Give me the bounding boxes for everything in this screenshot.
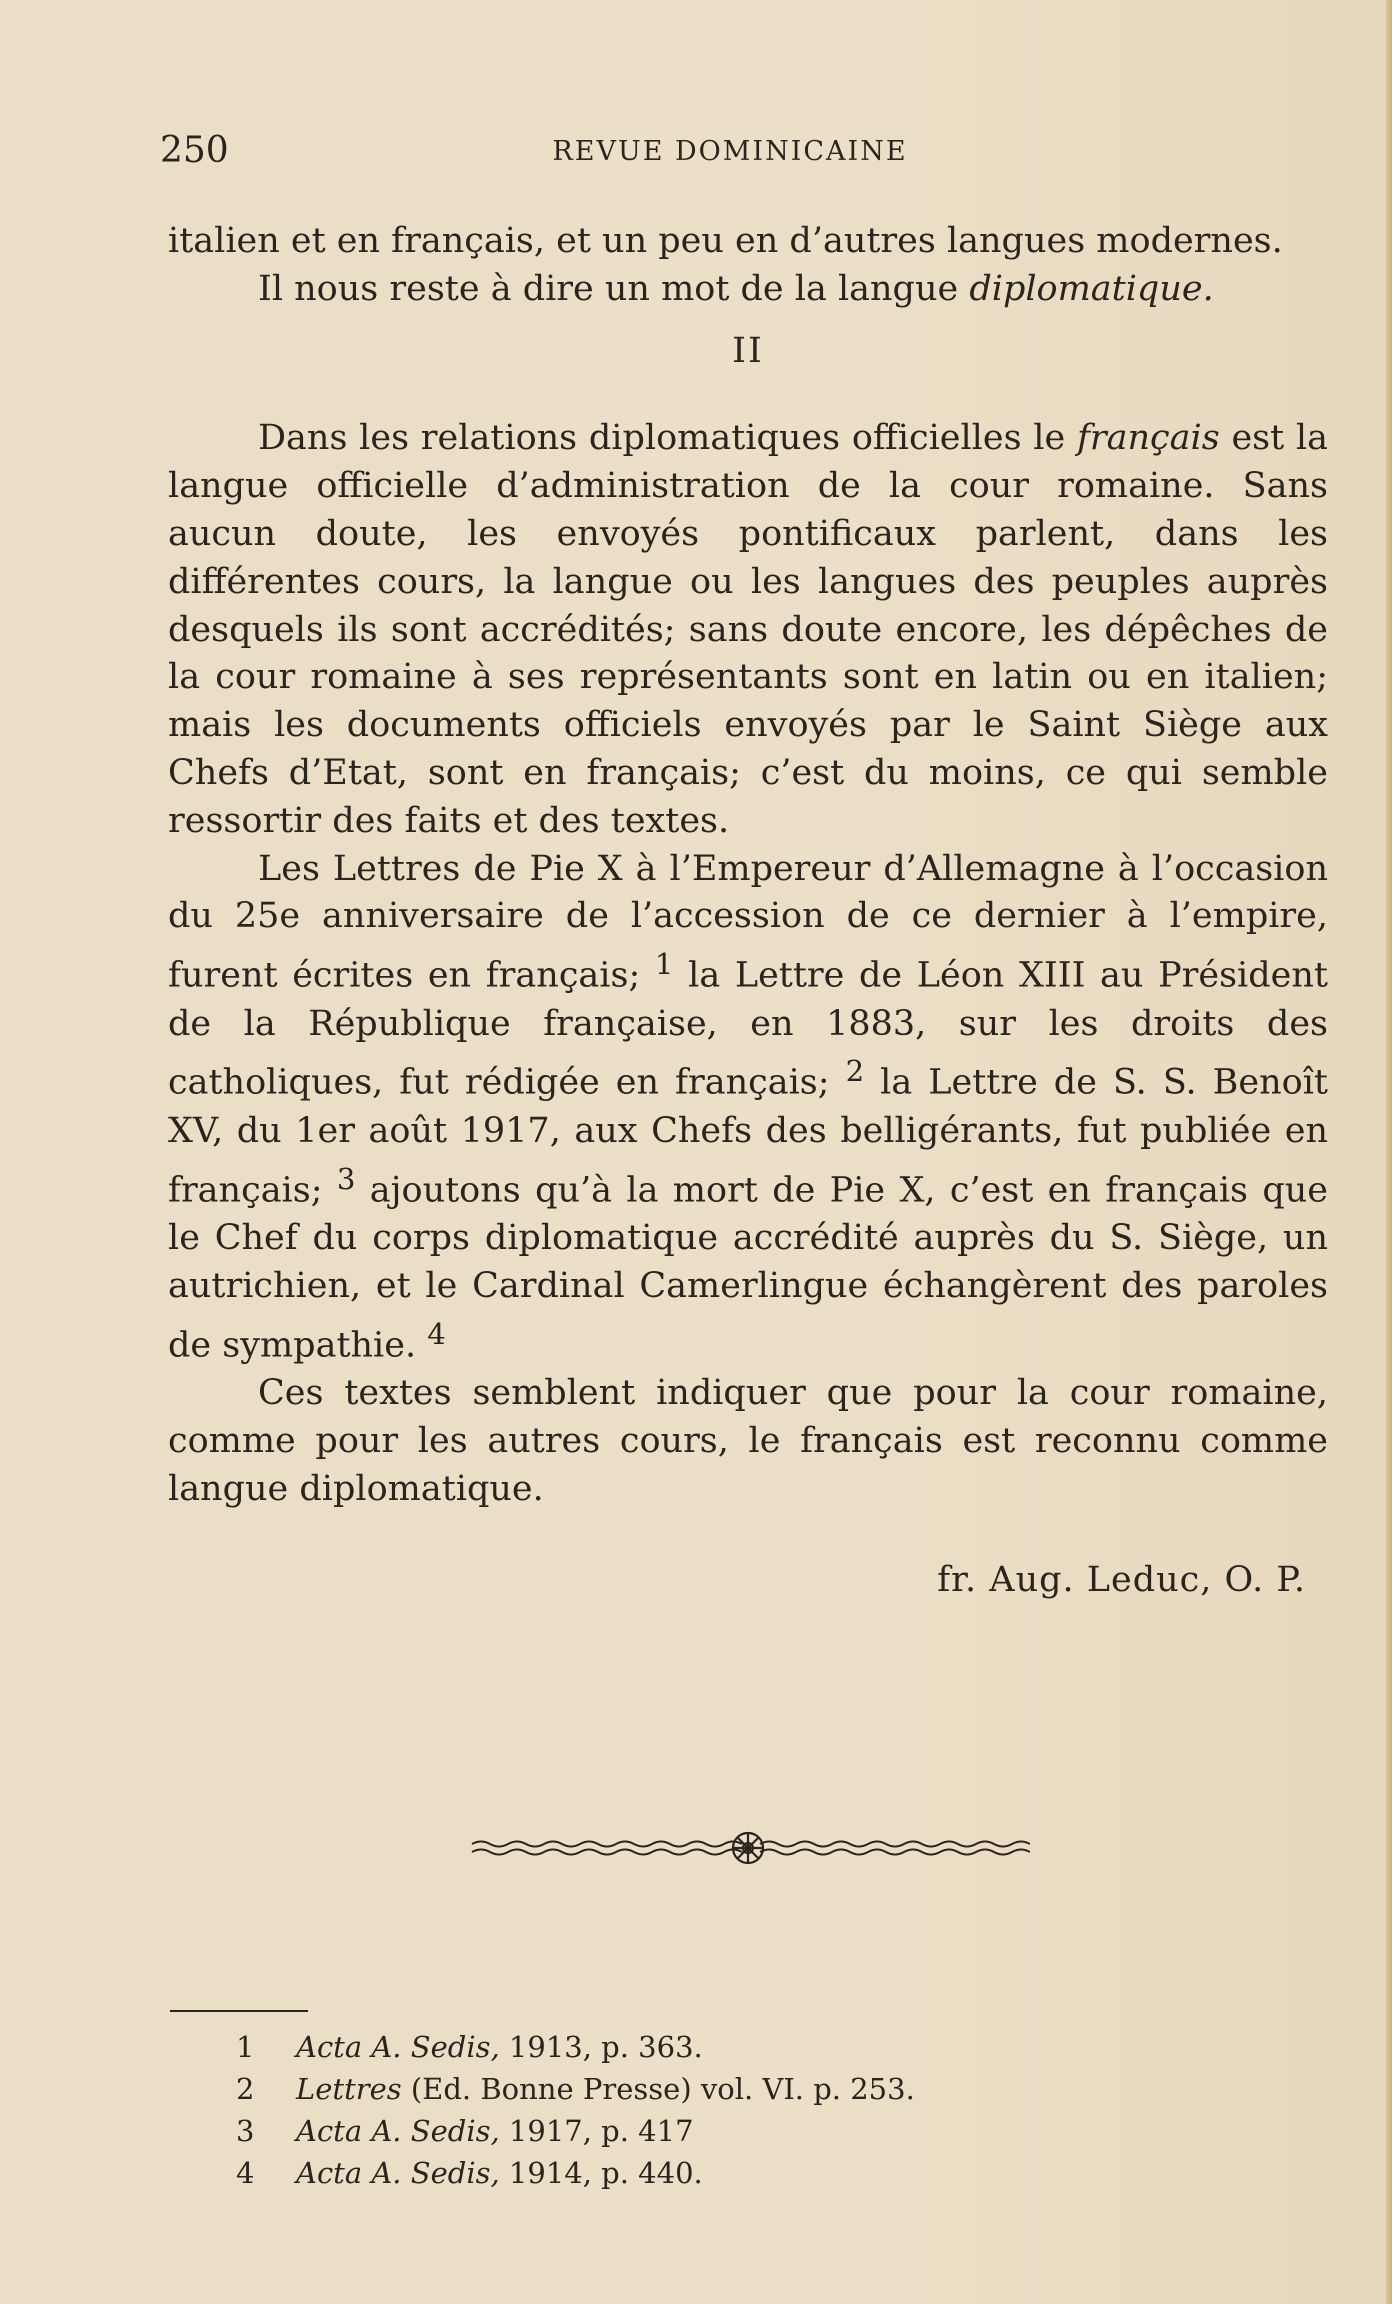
footnote-detail: 1917, p. 417 — [499, 2114, 694, 2148]
footnote-ref-4[interactable]: 4 — [427, 1316, 446, 1351]
paragraph-5: Ces textes semblent indiquer que pour la cour romaine, comme pour les autres cours, le français est reconnu comme langue diplomatique. — [168, 1373, 1328, 1509]
paragraph-4 — [168, 846, 1328, 1371]
footnote-detail: (Ed. Bonne Presse) vol. VI. p. 253. — [401, 2072, 915, 2106]
footnote-ref-3[interactable]: 3 — [336, 1161, 356, 1196]
footnote-detail: 1914, p. 440. — [499, 2156, 703, 2190]
page-header — [160, 130, 1300, 180]
page-edge — [1386, 0, 1392, 2304]
footnote-source: Lettres — [296, 2072, 402, 2106]
paragraph-4-part-d: ajoutons qu’à la mort de Pie X, c’est en français que le Chef du corps diplomatique accrédité auprès du S. Siège, un autrichien, et le Cardinal Camerlingue échangèrent des paroles de sympathie. — [168, 1170, 1328, 1366]
paragraph-2-text: Il nous reste à dire un mot de la langue — [258, 268, 970, 309]
paragraph-3-rest: est la langue officielle d’administration de la cour romaine. Sans aucun doute, les envoyés pontificaux parlent, dans les différentes cours, la langue ou les langues des peuples auprès desquels ils sont accrédités; sans doute encore, les dépêches de la cour romaine à ses représentants sont en latin ou en italien; mais les documents officiels envoyés par le Saint Siège aux Chefs d’Etat, sont en français; c’est du moins, ce qui semble ressortir des faits et des textes. — [168, 418, 1328, 841]
footnote-4 — [236, 2152, 1240, 2194]
author-signature: fr. Aug. Leduc, O. P. — [937, 1559, 1306, 1600]
paragraph-3 — [168, 415, 1328, 845]
flourish-ornament-icon — [470, 1828, 1030, 1868]
paragraph-4-part-c: la Lettre de S. S. Benoît XV, du 1er août 1917, aux Chefs des belligérants, fut publiée en français; — [168, 1063, 1328, 1211]
paragraph-4-part-b: la Lettre de Léon XIII au Président de la République française, en 1883, sur les droits des catholiques, fut rédigée en français; — [168, 955, 1328, 1104]
footnote-source: Acta A. Sedis, — [296, 2156, 500, 2190]
footnote-detail: 1913, p. 363. — [499, 2030, 703, 2064]
paragraph-4-part-a: Les Lettres de Pie X à l’Empereur d’Allemagne à l’occasion du 25e anniversaire de l’accession de ce dernier à l’empire, furent écrites en français; — [168, 848, 1328, 996]
footnote-1 — [236, 2026, 1240, 2068]
footnote-number: 3 — [236, 2114, 255, 2148]
paragraph-3-start: Dans les relations diplomatiques officielles le — [258, 418, 1077, 459]
footnote-number: 1 — [236, 2030, 255, 2064]
footnote-number: 2 — [236, 2072, 255, 2106]
footnote-ref-1[interactable]: 1 — [654, 947, 674, 982]
footnote-source: Acta A. Sedis, — [296, 2114, 500, 2148]
footnote-text — [240, 2156, 703, 2190]
paragraph-1: italien et en français, et un peu en d’autres langues modernes. — [168, 221, 1283, 261]
footnote-number: 4 — [236, 2156, 255, 2190]
section-number: II — [732, 330, 764, 371]
paragraph-3-italic: français — [1076, 418, 1220, 459]
footnote-text — [240, 2114, 694, 2148]
footnote-ref-2[interactable]: 2 — [845, 1054, 865, 1089]
footnote-text — [240, 2072, 915, 2106]
footnote-3 — [236, 2110, 1240, 2152]
footnotes — [236, 2026, 1240, 2194]
body-text — [168, 218, 1328, 1604]
paragraph-2 — [168, 266, 1328, 314]
footnote-source: Acta A. Sedis, — [296, 2030, 500, 2064]
footnote-rule — [170, 2010, 308, 2012]
page-number: 250 — [160, 130, 229, 171]
running-head: REVUE DOMINICAINE — [552, 136, 908, 167]
footnote-text — [240, 2030, 703, 2064]
paragraph-2-italic: diplomatique. — [969, 268, 1214, 309]
footnote-2 — [236, 2068, 1240, 2110]
